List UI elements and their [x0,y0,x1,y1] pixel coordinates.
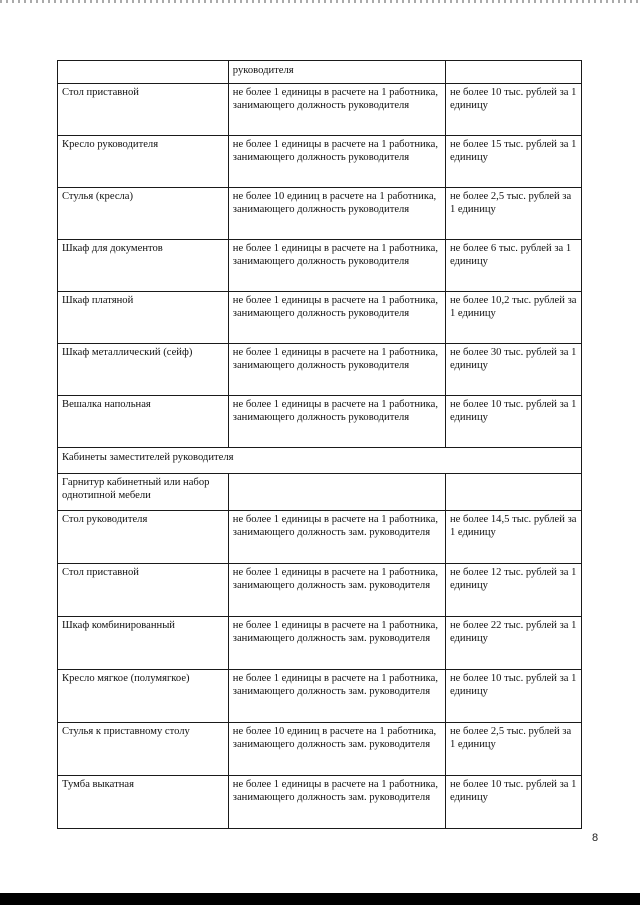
table-row [58,240,582,292]
norm-cell: не более 1 единицы в расчете на 1 работника, занимающего должность руководителя [228,136,445,188]
section-title: Кабинеты заместителей руководителя [58,448,582,474]
scan-edge-top [0,0,640,3]
table-row [58,292,582,344]
table-row [58,564,582,617]
table-row [58,84,582,136]
item-name-cell: Шкаф для документов [58,240,229,292]
table-row [58,61,582,84]
price-cell: не более 6 тыс. рублей за 1 единицу [445,240,581,292]
norm-cell: не более 1 единицы в расчете на 1 работника, занимающего должность зам. руководителя [228,670,445,723]
price-cell: не более 30 тыс. рублей за 1 единицу [445,344,581,396]
item-name-cell [58,61,229,84]
price-cell: не более 10 тыс. рублей за 1 единицу [445,396,581,448]
price-cell: не более 12 тыс. рублей за 1 единицу [445,564,581,617]
item-name-cell: Шкаф металлический (сейф) [58,344,229,396]
table-row [58,136,582,188]
item-name-cell: Гарнитур кабинетный или набор однотипной мебели [58,474,229,511]
price-cell [445,474,581,511]
norm-cell: не более 1 единицы в расчете на 1 работника, занимающего должность зам. руководителя [228,564,445,617]
norm-cell: не более 1 единицы в расчете на 1 работника, занимающего должность зам. руководителя [228,776,445,829]
price-cell: не более 10 тыс. рублей за 1 единицу [445,84,581,136]
item-name-cell: Стол приставной [58,84,229,136]
table-row [58,188,582,240]
table-row [58,670,582,723]
item-name-cell: Вешалка напольная [58,396,229,448]
table-row [58,776,582,829]
item-name-cell: Стулья (кресла) [58,188,229,240]
item-name-cell: Тумба выкатная [58,776,229,829]
item-name-cell: Кресло руководителя [58,136,229,188]
norm-cell: не более 1 единицы в расчете на 1 работника, занимающего должность зам. руководителя [228,511,445,564]
item-name-cell: Стол руководителя [58,511,229,564]
section-row [58,448,582,474]
norm-cell: не более 10 единиц в расчете на 1 работника, занимающего должность руководителя [228,188,445,240]
price-cell [445,61,581,84]
table-row [58,344,582,396]
furniture-norms-table [57,60,582,829]
item-name-cell: Кресло мягкое (полумягкое) [58,670,229,723]
norm-cell: не более 1 единицы в расчете на 1 работника, занимающего должность руководителя [228,396,445,448]
norm-cell: не более 1 единицы в расчете на 1 работника, занимающего должность руководителя [228,84,445,136]
table-row [58,474,582,511]
price-cell: не более 2,5 тыс. рублей за 1 единицу [445,723,581,776]
norm-cell: не более 1 единицы в расчете на 1 работника, занимающего должность руководителя [228,292,445,344]
item-name-cell: Шкаф платяной [58,292,229,344]
item-name-cell: Стол приставной [58,564,229,617]
table-row [58,723,582,776]
norm-cell: не более 10 единиц в расчете на 1 работника, занимающего должность зам. руководителя [228,723,445,776]
table-row [58,617,582,670]
price-cell: не более 15 тыс. рублей за 1 единицу [445,136,581,188]
table-row [58,511,582,564]
price-cell: не более 2,5 тыс. рублей за 1 единицу [445,188,581,240]
page-number: 8 [592,832,599,844]
norm-cell: руководителя [228,61,445,84]
table-row [58,396,582,448]
table-body [58,61,582,829]
price-cell: не более 14,5 тыс. рублей за 1 единицу [445,511,581,564]
item-name-cell: Шкаф комбинированный [58,617,229,670]
item-name-cell: Стулья к приставному столу [58,723,229,776]
price-cell: не более 10 тыс. рублей за 1 единицу [445,670,581,723]
norm-cell: не более 1 единицы в расчете на 1 работника, занимающего должность руководителя [228,344,445,396]
price-cell: не более 22 тыс. рублей за 1 единицу [445,617,581,670]
price-cell: не более 10 тыс. рублей за 1 единицу [445,776,581,829]
norm-cell: не более 1 единицы в расчете на 1 работника, занимающего должность зам. руководителя [228,617,445,670]
norm-cell: не более 1 единицы в расчете на 1 работника, занимающего должность руководителя [228,240,445,292]
price-cell: не более 10,2 тыс. рублей за 1 единицу [445,292,581,344]
scan-edge-bottom [0,893,640,905]
norm-cell [228,474,445,511]
